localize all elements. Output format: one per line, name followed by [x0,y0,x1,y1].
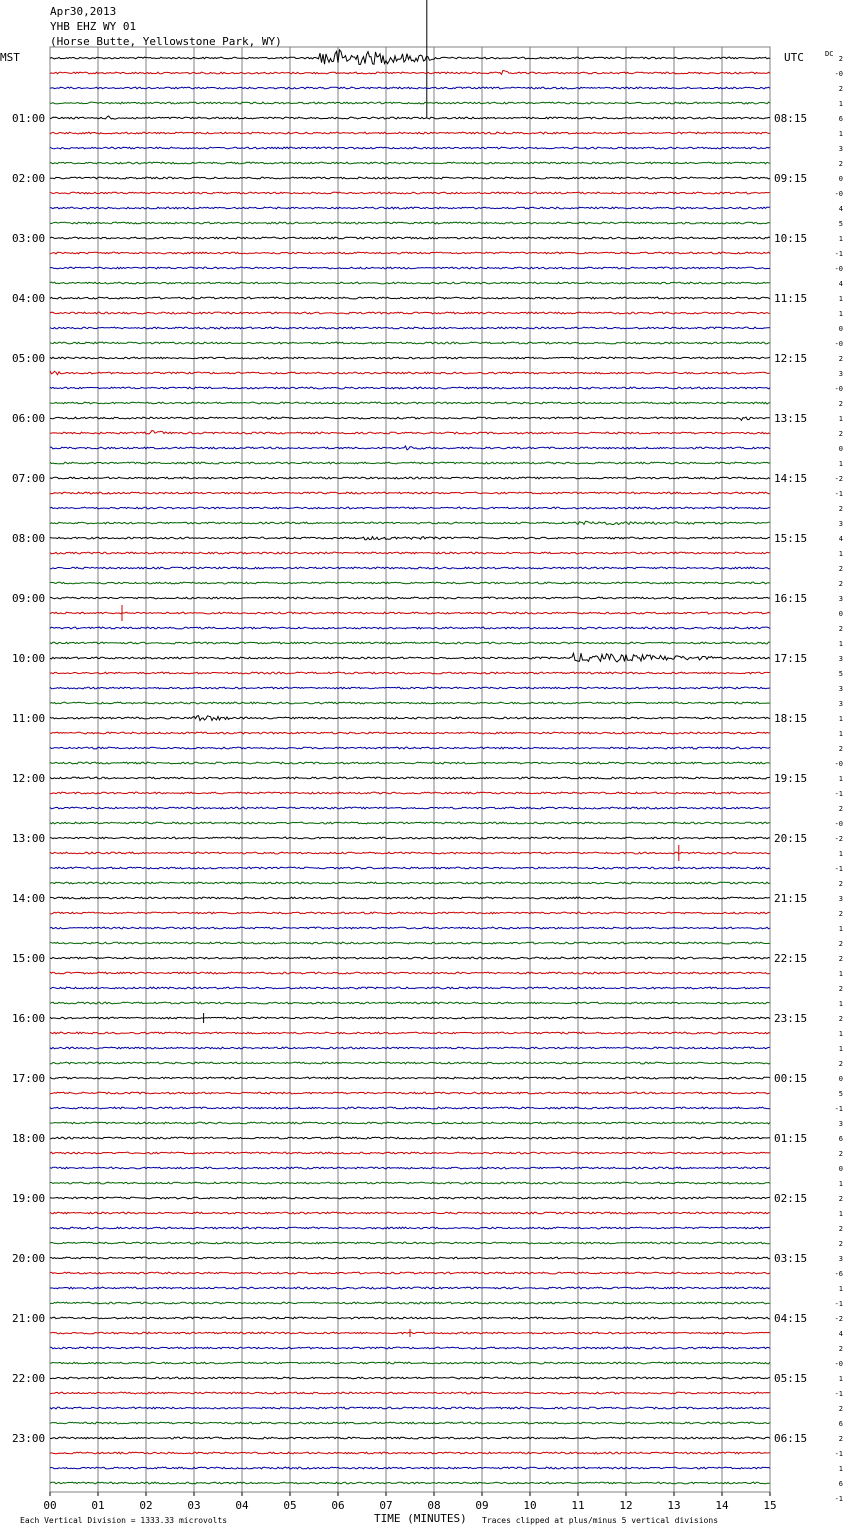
dc-value: 2 [838,1240,843,1248]
trace-line [50,1107,770,1109]
x-tick-label: 02 [139,1499,153,1512]
dc-value: 0 [838,175,843,183]
dc-value: 2 [838,985,843,993]
trace-line [50,567,770,569]
dc-value: -1 [834,1450,843,1458]
trace-line [50,716,770,721]
hour-label-left: 11:00 [12,712,46,725]
dc-values [835,55,843,1503]
x-tick-label: 07 [379,1499,393,1512]
trace-line [50,1167,770,1169]
dc-value: 1 [838,970,843,978]
hour-label-right: 03:15 [774,1252,808,1265]
trace-line [50,1287,770,1289]
dc-value: 1 [838,100,843,108]
trace-line [50,327,770,329]
dc-value: 0 [838,445,843,453]
trace-line [50,102,770,104]
x-tick-label: 12 [619,1499,633,1512]
trace-line [50,507,770,509]
trace-line [50,192,770,194]
footer-right: Traces clipped at plus/minus 5 vertical divisions [482,1516,719,1525]
x-tick-label: 09 [475,1499,489,1512]
hour-label-right: 15:15 [774,532,808,545]
dc-value: 5 [838,220,843,228]
trace-line [50,582,770,584]
trace-line [50,882,770,884]
hour-label-left: 15:00 [12,952,46,965]
trace-line [50,612,770,614]
trace-line [50,1242,770,1244]
trace-line [50,430,770,434]
hour-label-left: 17:00 [12,1072,46,1085]
dc-value: 2 [838,400,843,408]
dc-value: 4 [838,205,843,213]
dc-value: 2 [838,505,843,513]
dc-value: 2 [838,85,843,93]
dc-value: 3 [838,700,843,708]
dc-value: 1 [838,640,843,648]
hour-label-right: 09:15 [774,172,808,185]
dc-value: 2 [838,160,843,168]
trace-line [50,371,770,375]
hour-label-left: 14:00 [12,892,46,905]
dc-value: -2 [834,835,843,843]
hour-label-right: 11:15 [774,292,808,305]
trace-line [50,252,770,254]
trace-line [50,1017,770,1019]
dc-value: -1 [834,1495,843,1503]
hour-label-right: 20:15 [774,832,808,845]
trace-line [50,1407,770,1409]
dc-value: -0 [834,190,843,198]
dc-value: -0 [834,1360,843,1368]
dc-value: 4 [838,1330,843,1338]
x-tick-label: 10 [523,1499,537,1512]
hour-label-right: 10:15 [774,232,808,245]
dc-value: 1 [838,1000,843,1008]
dc-value: 1 [838,730,843,738]
dc-value: 2 [838,1435,843,1443]
trace-line [50,1197,770,1199]
trace-line [50,70,770,74]
trace-line [50,627,770,629]
traces [50,0,770,1484]
hour-label-left: 23:00 [12,1432,46,1445]
dc-value: -0 [834,70,843,78]
dc-value: -0 [834,385,843,393]
hour-label-left: 09:00 [12,592,46,605]
trace-line [50,642,770,644]
dc-value: 4 [838,280,843,288]
dc-value: 1 [838,550,843,558]
dc-value: 1 [838,1375,843,1383]
dc-value: 2 [838,940,843,948]
dc-value: 3 [838,145,843,153]
hour-label-left: 05:00 [12,352,46,365]
hour-label-right: 12:15 [774,352,808,365]
dc-value: 1 [838,235,843,243]
dc-value: 1 [838,850,843,858]
trace-line [50,942,770,944]
trace-line [50,1482,770,1484]
hour-label-right: 18:15 [774,712,808,725]
x-tick-label: 15 [763,1499,777,1512]
x-tick-label: 14 [715,1499,729,1512]
trace-line [50,1302,770,1304]
dc-value: 1 [838,715,843,723]
hour-label-right: 08:15 [774,112,808,125]
dc-value: -1 [834,790,843,798]
hour-label-left: 08:00 [12,532,46,545]
hour-label-right: 23:15 [774,1012,808,1025]
dc-value: 2 [838,1225,843,1233]
x-tick-label: 00 [43,1499,57,1512]
trace-line [50,1137,770,1139]
trace-line [50,957,770,959]
dc-value: 0 [838,1165,843,1173]
trace-line [50,282,770,284]
trace-line [50,492,770,494]
dc-value: -1 [834,1390,843,1398]
dc-value: 1 [838,1030,843,1038]
hour-label-left: 16:00 [12,1012,46,1025]
trace-line [50,732,770,734]
trace-line [50,1377,770,1379]
trace-line [50,237,770,239]
grid [50,47,770,1492]
trace-line [50,1182,770,1184]
dc-value: 3 [838,895,843,903]
x-tick-label: 05 [283,1499,297,1512]
trace-line [50,477,770,479]
dc-value: 1 [838,1285,843,1293]
dc-value: 5 [838,670,843,678]
dc-value: 1 [838,310,843,318]
trace-line [50,1002,770,1004]
dc-value: 2 [838,880,843,888]
dc-value: -1 [834,250,843,258]
dc-value: 2 [838,1195,843,1203]
trace-line [50,87,770,89]
dc-value: 3 [838,370,843,378]
hour-label-left: 13:00 [12,832,46,845]
x-tick-label: 04 [235,1499,249,1512]
dc-value: 6 [838,115,843,123]
dc-value: 1 [838,415,843,423]
trace-line [50,987,770,989]
trace-line [50,1317,770,1319]
dc-value: 0 [838,1075,843,1083]
dc-value: 1 [838,1210,843,1218]
trace-line [50,1257,770,1259]
x-axis-label: TIME (MINUTES) [374,1512,467,1525]
hour-label-left: 10:00 [12,652,46,665]
dc-value: -6 [834,1270,843,1278]
dc-value: 3 [838,655,843,663]
hour-label-right: 02:15 [774,1192,808,1205]
x-tick-label: 11 [571,1499,585,1512]
dc-value: 2 [838,910,843,918]
trace-line [50,1467,770,1469]
dc-value: 1 [838,1045,843,1053]
dc-value: 2 [838,55,843,63]
header-location: (Horse Butte, Yellowstone Park, WY) [50,35,282,48]
trace-line [50,132,770,134]
dc-value: -2 [834,1315,843,1323]
trace-line [50,1092,770,1094]
trace-line [50,116,770,119]
dc-value: 1 [838,130,843,138]
dc-value: 3 [838,1255,843,1263]
left-axis-label: MST [0,51,20,64]
plot-frame [50,47,770,1492]
dc-value: 0 [838,610,843,618]
x-tick-label: 06 [331,1499,345,1512]
dc-value: 0 [838,325,843,333]
trace-line [50,762,770,764]
dc-value: 2 [838,955,843,963]
trace-line [50,312,770,314]
dc-value: -0 [834,265,843,273]
hour-label-left: 02:00 [12,172,46,185]
trace-line [50,807,770,809]
trace-line [50,852,770,854]
hour-label-left: 07:00 [12,472,46,485]
dc-value: 3 [838,595,843,603]
trace-line [50,747,770,749]
trace-line [50,1422,770,1424]
x-tick-label: 08 [427,1499,441,1512]
trace-line [50,222,770,224]
hour-label-right: 22:15 [774,952,808,965]
trace-line [50,177,770,179]
trace-line [50,417,770,420]
trace-line [50,792,770,794]
dc-value: -1 [834,865,843,873]
dc-value: 2 [838,625,843,633]
trace-line [50,50,770,65]
hour-label-right: 16:15 [774,592,808,605]
trace-line [50,1392,770,1394]
trace-line [50,1227,770,1229]
dc-value: 1 [838,295,843,303]
trace-line [50,1347,770,1349]
hour-label-right: 04:15 [774,1312,808,1325]
trace-line [50,552,770,554]
dc-value: 2 [838,1060,843,1068]
trace-line [50,1437,770,1439]
hour-label-left: 12:00 [12,772,46,785]
hour-label-left: 01:00 [12,112,46,125]
x-tick-label: 01 [91,1499,105,1512]
footer-left: Each Vertical Division = 1333.33 microvolts [20,1516,228,1525]
trace-line [50,1152,770,1154]
trace-line [50,147,770,149]
dc-value: 4 [838,535,843,543]
header-date: Apr30,2013 [50,5,117,18]
trace-line [50,521,770,524]
right-axis-label: UTC [784,51,804,64]
dc-value: 5 [838,1090,843,1098]
dc-value: -0 [834,760,843,768]
hour-label-left: 03:00 [12,232,46,245]
trace-line [50,402,770,404]
dc-value: 6 [838,1135,843,1143]
trace-line [50,357,770,359]
dc-value: 6 [838,1420,843,1428]
hour-label-right: 13:15 [774,412,808,425]
dc-value: 2 [838,1345,843,1353]
trace-line [50,597,770,599]
dc-value: 2 [838,1015,843,1023]
trace-line [50,822,770,824]
trace-line [50,1272,770,1274]
x-ticks [43,1492,776,1512]
trace-line [50,537,770,540]
trace-line [50,1032,770,1034]
trace-line [50,702,770,704]
trace-line [50,777,770,779]
trace-line [50,342,770,344]
trace-line [50,927,770,929]
x-tick-label: 03 [187,1499,201,1512]
trace-line [50,672,770,674]
header-station: YHB EHZ WY 01 [50,20,137,33]
trace-line [50,207,770,209]
hour-label-left: 22:00 [12,1372,46,1385]
dc-value: 2 [838,355,843,363]
dc-value: 1 [838,460,843,468]
hour-label-right: 01:15 [774,1132,808,1145]
dc-value: 1 [838,1465,843,1473]
dc-value: 2 [838,1150,843,1158]
dc-value: 3 [838,685,843,693]
dc-value: 2 [838,805,843,813]
dc-value: -1 [834,1300,843,1308]
trace-line [50,1362,770,1364]
dc-value: 2 [838,430,843,438]
trace-line [50,867,770,869]
hour-label-left: 20:00 [12,1252,46,1265]
trace-line [50,446,770,450]
hour-label-right: 00:15 [774,1072,808,1085]
dc-value: 1 [838,775,843,783]
dc-value: -2 [834,475,843,483]
hour-label-right: 19:15 [774,772,808,785]
dc-value: 2 [838,580,843,588]
trace-line [50,897,770,899]
dc-value: 2 [838,565,843,573]
trace-line [50,653,770,662]
trace-line [50,1212,770,1214]
hour-label-right: 06:15 [774,1432,808,1445]
hour-label-right: 05:15 [774,1372,808,1385]
hour-label-left: 06:00 [12,412,46,425]
hour-label-left: 21:00 [12,1312,46,1325]
dc-value: -1 [834,490,843,498]
dc-value: 3 [838,1120,843,1128]
hour-label-right: 17:15 [774,652,808,665]
dc-value: 3 [838,520,843,528]
trace-line [50,837,770,839]
hour-label-left: 04:00 [12,292,46,305]
dc-value: 2 [838,1405,843,1413]
trace-line [50,972,770,974]
trace-line [50,1047,770,1049]
trace-line [50,1062,770,1064]
trace-line [50,1077,770,1079]
trace-line [50,387,770,389]
trace-line [50,297,770,299]
trace-line [50,1452,770,1454]
hour-label-left: 18:00 [12,1132,46,1145]
trace-line [50,687,770,689]
dc-label: DC [825,50,834,58]
trace-line [50,462,770,464]
trace-line [50,1122,770,1124]
trace-line [50,267,770,269]
x-tick-label: 13 [667,1499,681,1512]
dc-value: 1 [838,925,843,933]
dc-value: 1 [838,1180,843,1188]
trace-line [50,162,770,164]
hour-label-right: 14:15 [774,472,808,485]
dc-value: -0 [834,820,843,828]
dc-value: 2 [838,745,843,753]
dc-value: 6 [838,1480,843,1488]
dc-value: -0 [834,340,843,348]
trace-line [50,912,770,914]
dc-value: -1 [834,1105,843,1113]
hour-label-right: 21:15 [774,892,808,905]
hour-label-left: 19:00 [12,1192,46,1205]
